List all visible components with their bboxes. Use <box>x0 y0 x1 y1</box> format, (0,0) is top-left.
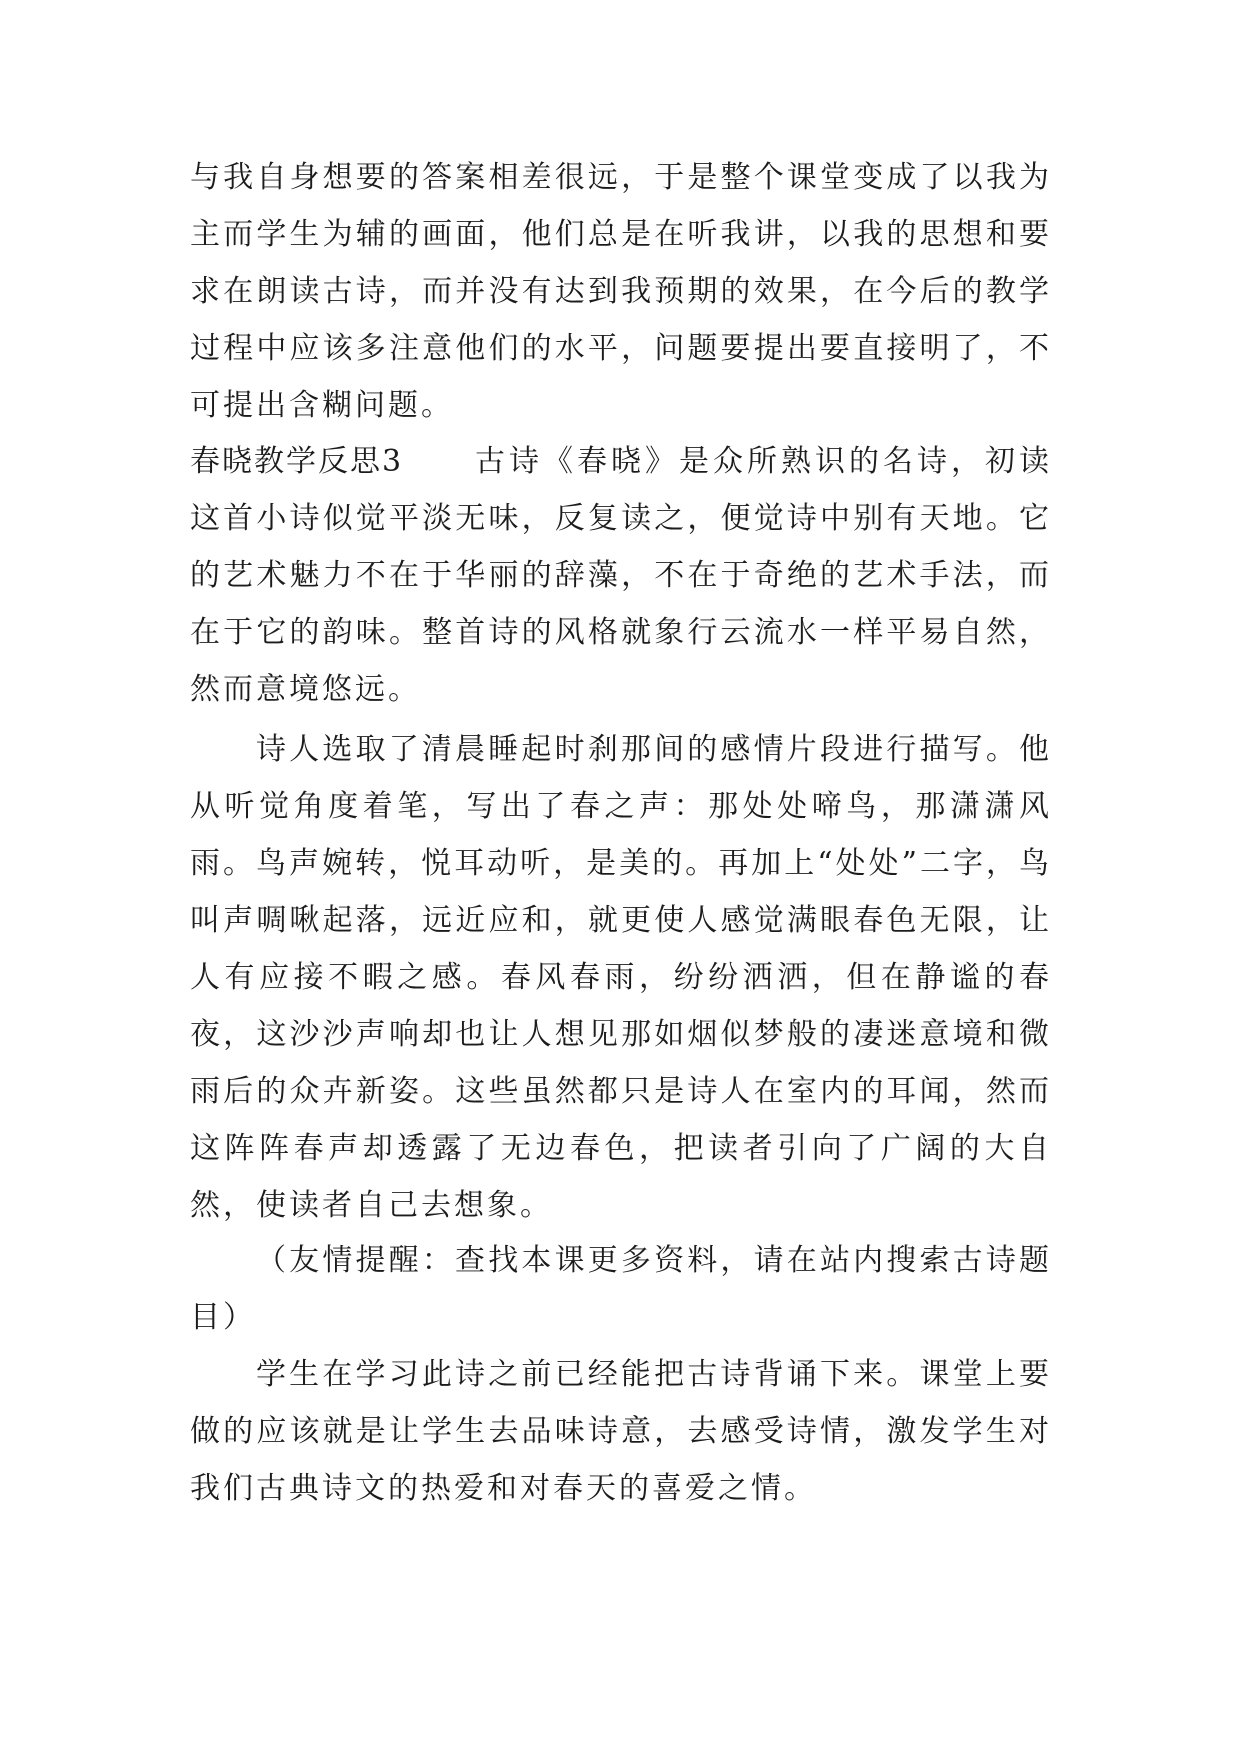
section-intro-text: 古诗《春晓》是众所熟识的名诗，初读这首小诗似觉平淡无味，反复读之，便觉诗中别有天地。它的艺术魅力不在于华丽的辞藻，不在于奇绝的艺术手法，而在于它的韵味。整首诗的风格就象行云流水一样平易自然，然而意境悠远。 <box>190 444 1052 707</box>
closing-text: 学生在学习此诗之前已经能把古诗背诵下来。课堂上要做的应该就是让学生去品味诗意，去感受诗情，激发学生对我们古典诗文的热爱和对春天的喜爱之情。 <box>190 1357 1052 1506</box>
reminder-text: （友情提醒：查找本课更多资料，请在站内搜索古诗题目） <box>190 1243 1052 1335</box>
continuation-text: 与我自身想要的答案相差很远，于是整个课堂变成了以我为主而学生为辅的画面，他们总是在听我讲，以我的思想和要求在朗读古诗，而并没有达到我预期的效果，在今后的教学过程中应该多注意他们的水平，问题要提出要直接明了，不可提出含糊问题。 <box>190 160 1052 423</box>
section-intro-paragraph <box>190 433 1052 718</box>
section-paragraph <box>190 433 1052 718</box>
section-heading: 春晓教学反思3 <box>190 444 403 479</box>
reminder-paragraph <box>190 1232 1052 1346</box>
closing-paragraph <box>190 1346 1052 1517</box>
analysis-paragraph <box>190 721 1052 1234</box>
continuation-paragraph <box>190 149 1052 434</box>
analysis-text: 诗人选取了清晨睡起时刹那间的感情片段进行描写。他从听觉角度着笔，写出了春之声：那处处啼鸟，那潇潇风雨。鸟声婉转，悦耳动听，是美的。再加上“处处”二字，鸟叫声啁啾起落，远近应和，就更使人感觉满眼春色无限，让人有应接不暇之感。春风春雨，纷纷洒洒，但在静谧的春夜，这沙沙声响却也让人想见那如烟似梦般的凄迷意境和微雨后的众卉新姿。这些虽然都只是诗人在室内的耳闻，然而这阵阵春声却透露了无边春色，把读者引向了广阔的大自然，使读者自己去想象。 <box>190 732 1052 1223</box>
